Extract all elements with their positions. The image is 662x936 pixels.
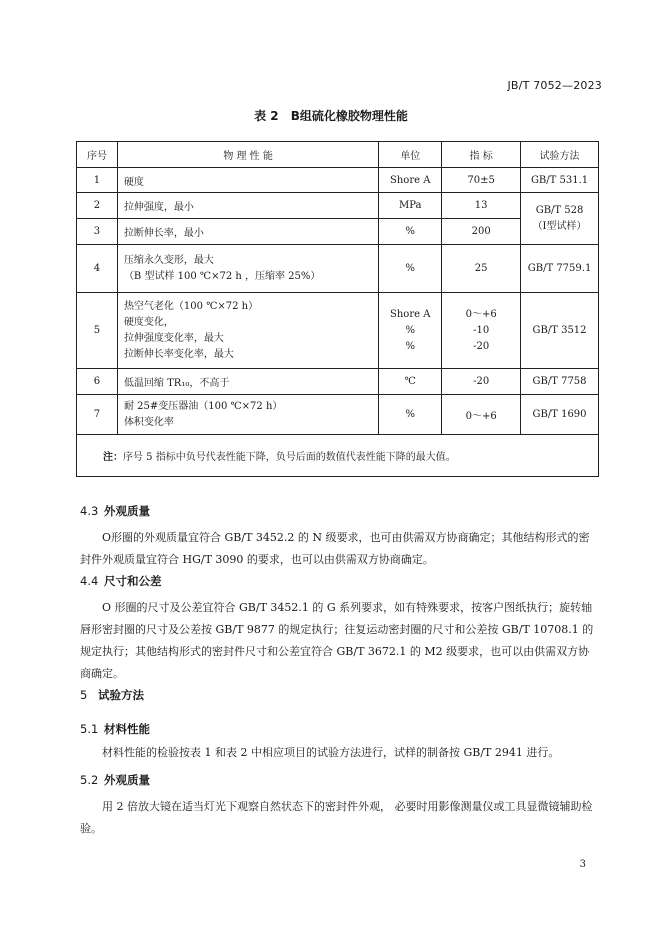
section-5-2-text: 用 2 倍放大镜在适当灯光下观察自然状态下的密封件外观， 必要时用影像测量仪或工具显微镜辅助检验。	[80, 800, 593, 835]
table-row	[77, 293, 599, 369]
section-title: 材料性能	[104, 722, 150, 736]
section-title: 尺寸和公差	[104, 574, 162, 588]
row-property: 拉伸强度，最小	[117, 193, 378, 219]
property-line: 拉伸强度变化率，最大	[123, 332, 224, 344]
section-4-4-heading	[80, 573, 162, 589]
note-label: 注：	[103, 452, 123, 463]
section-title: 外观质量	[104, 773, 150, 787]
table-row	[77, 168, 599, 193]
row-value: 25	[442, 245, 521, 293]
row-unit	[379, 293, 442, 369]
row-unit: Shore A	[379, 168, 442, 193]
row-property	[117, 395, 378, 435]
section-number: 4.3	[80, 504, 99, 518]
section-5-1-text: 材料性能的检验按表 1 和表 2 中相应项目的试验方法进行，试样的制备按 GB/T 2941 进行。	[102, 746, 560, 759]
unit-line: Shore A	[390, 308, 431, 320]
unit-line: %	[405, 324, 415, 336]
row-no: 2	[77, 193, 118, 219]
col-header-method: 试验方法	[521, 142, 599, 168]
row-method: GB/T 7759.1	[521, 245, 599, 293]
row-unit: %	[379, 245, 442, 293]
row-method: GB/T 1690	[521, 395, 599, 435]
property-line: 硬度变化，	[123, 316, 174, 328]
section-5-heading	[80, 687, 144, 703]
row-value: 70±5	[442, 168, 521, 193]
row-property: 拉断伸长率，最小	[117, 219, 378, 245]
property-line: 拉断伸长率变化率，最大	[123, 348, 234, 360]
row-property	[117, 245, 378, 293]
col-header-property: 物 理 性 能	[117, 142, 378, 168]
section-title: 外观质量	[104, 504, 150, 518]
row-property: 低温回缩 TR₁₀，不高于	[117, 369, 378, 395]
property-line: （B 型试样 100 ℃×72 h ，压缩率 25%）	[123, 270, 321, 282]
row-no: 3	[77, 219, 118, 245]
col-header-unit: 单位	[379, 142, 442, 168]
table-row	[77, 369, 599, 395]
col-header-value: 指 标	[442, 142, 521, 168]
row-value: 0～+6	[442, 395, 521, 435]
section-title: 试验方法	[98, 688, 144, 702]
table-row	[77, 395, 599, 435]
row-value: 13	[442, 193, 521, 219]
row-unit: %	[379, 395, 442, 435]
row-property	[117, 293, 378, 369]
note-text: 序号 5 指标中负号代表性能下降，负号后面的数值代表性能下降的最大值。	[123, 452, 456, 463]
document-id: JB/T 7052—2023	[507, 79, 602, 92]
unit-line: %	[405, 340, 415, 352]
table-row	[77, 245, 599, 293]
row-value	[442, 293, 521, 369]
row-method: GB/T 528 （Ⅰ型试样）	[521, 193, 599, 245]
table-row	[77, 193, 599, 219]
property-line: 热空气老化（100 ℃×72 h）	[123, 300, 259, 312]
section-5-1-heading	[80, 721, 150, 737]
row-no: 6	[77, 369, 118, 395]
section-number: 5	[80, 688, 88, 702]
table-title-text: B组硫化橡胶物理性能	[290, 109, 408, 123]
table-row	[77, 219, 599, 245]
col-header-no: 序号	[77, 142, 118, 168]
section-4-3-text: O形圈的外观质量宜符合 GB/T 3452.2 的 N 级要求，也可由供需双方协商确定；其他结构形式的密封件外观质量宜符合 HG/T 3090 的要求，也可以由供需双方协商确定。	[80, 531, 590, 566]
section-number: 5.1	[80, 722, 99, 736]
physical-properties-table	[76, 141, 599, 477]
section-5-2-heading	[80, 772, 150, 788]
table-note-row	[77, 435, 599, 477]
property-line: 体积变化率	[123, 416, 174, 428]
table-title-label: 表 2	[254, 109, 279, 123]
value-line: -10	[473, 324, 490, 336]
section-number: 4.4	[80, 574, 99, 588]
section-number: 5.2	[80, 773, 99, 787]
property-line: 耐 25#变压器油（100 ℃×72 h）	[123, 400, 283, 412]
row-property: 硬度	[117, 168, 378, 193]
table-title	[0, 107, 662, 124]
section-4-4-text: O 形圈的尺寸及公差宜符合 GB/T 3452.1 的 G 系列要求，如有特殊要求，按客户图纸执行；旋转轴唇形密封圈的尺寸及公差按 GB/T 9877 的规定执行；往复运动密封圈的尺寸和公差按 GB/T 10708.1 的规定执行；其他结构形式的密封件尺寸和公差宜符合 GB/T 3672.1 的 M2 级要求，也可以由供需双方协商确定。	[80, 601, 594, 680]
row-value: -20	[442, 369, 521, 395]
row-method: GB/T 7758	[521, 369, 599, 395]
row-unit: ℃	[379, 369, 442, 395]
property-line: 压缩永久变形，最大	[123, 254, 214, 266]
row-method: GB/T 531.1	[521, 168, 599, 193]
table-header-row	[77, 142, 599, 168]
value-line: -20	[473, 340, 490, 352]
table-note	[77, 435, 599, 477]
row-no: 7	[77, 395, 118, 435]
value-line: 0～+6	[465, 308, 497, 320]
row-no: 4	[77, 245, 118, 293]
row-value: 200	[442, 219, 521, 245]
row-method: GB/T 3512	[521, 293, 599, 369]
row-no: 5	[77, 293, 118, 369]
row-unit: MPa	[379, 193, 442, 219]
row-no: 1	[77, 168, 118, 193]
section-4-3-heading	[80, 503, 150, 519]
row-unit: %	[379, 219, 442, 245]
page-number: 3	[579, 859, 586, 870]
